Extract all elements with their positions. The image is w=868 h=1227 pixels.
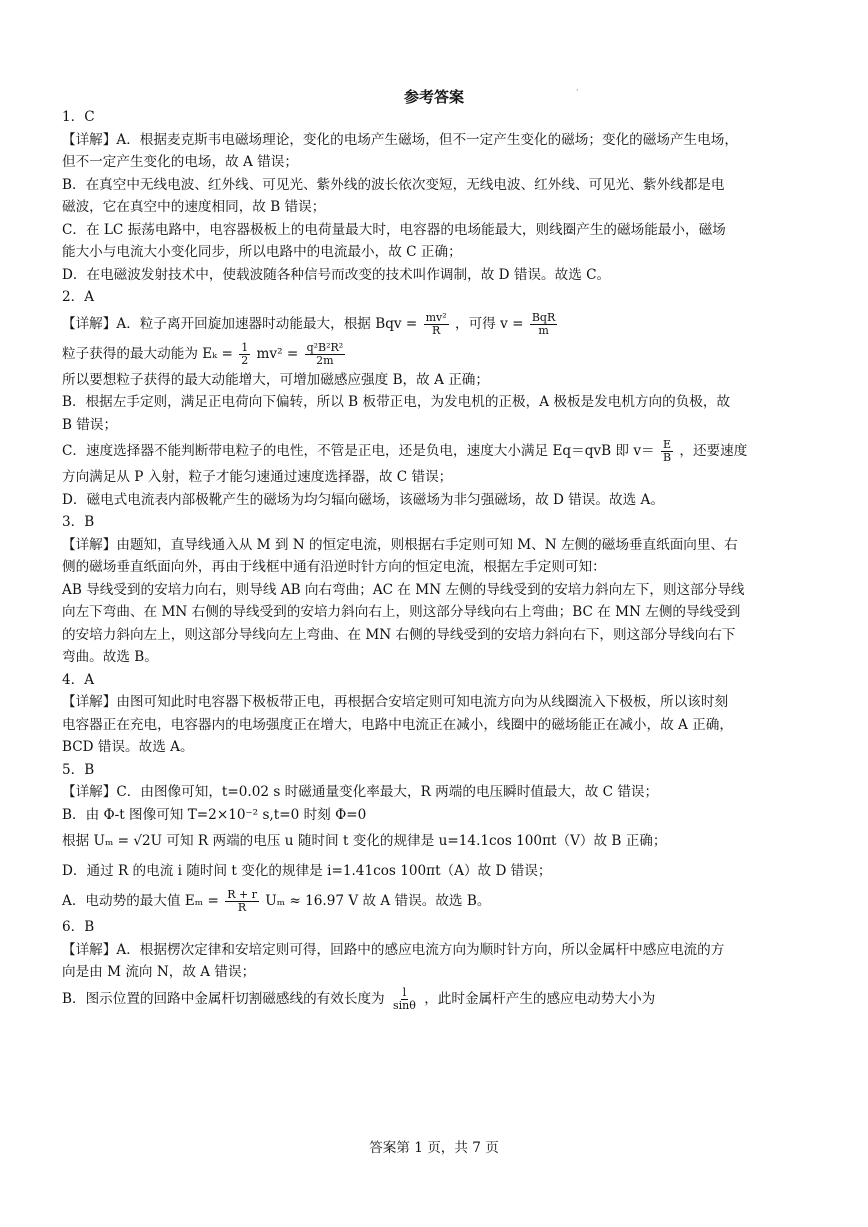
numerator: E — [662, 438, 671, 451]
formula-text: 粒子获得的最大动能为 Eₖ = — [62, 345, 233, 362]
answer-body — [62, 106, 806, 1014]
numerator: R + r — [227, 888, 257, 901]
text-line: AB 导线受到的安培力向右，则导线 AB 向右弯曲；AC 在 MN 左侧的导线受到的安培力斜向左下，则这部分导线 — [62, 581, 745, 598]
formula-text: Uₘ ≈ 16.97 V 故 A 错误。故选 B。 — [265, 893, 491, 909]
text-line: B．根据左手定则，满足正电荷向下偏转，所以 B 板带正电，为发电机的正极，A 极板是发电机方向的负极，故 — [62, 394, 731, 410]
fraction — [305, 342, 346, 367]
formula-text: A．电动势的最大值 Eₘ = — [62, 893, 219, 909]
text-line: 但不一定产生变化的电场，故 A 错误； — [62, 154, 298, 170]
fraction — [661, 439, 673, 464]
fraction — [239, 342, 250, 367]
numerator: mv² — [425, 310, 447, 324]
text-line: 【详解】由题知，直导线通入从 M 到 N 的恒定电流，则根据右手定则可知 M、N 左侧的磁场垂直纸面向里、右 — [62, 536, 738, 553]
text-line: 2．A — [62, 289, 95, 305]
text-line: 的安培力斜向左上，则这部分导线向左上弯曲、在 MN 右侧的导线受到的安培力斜向右下，则这部分导线向右下 — [62, 626, 736, 643]
text-line: 侧的磁场垂直纸面向外，再由于线框中通有沿逆时针方向的恒定电流，根据左手定则可知： — [62, 559, 606, 575]
text-line: C．在 LC 振荡电路中，电容器极板上的电荷量最大时，电容器的电场能最大，则线圈产生的磁场能最小，磁场 — [62, 221, 726, 238]
formula-text: ，此时金属杆产生的感应电动势大小为 — [424, 990, 656, 1007]
denominator: m — [538, 323, 549, 337]
denominator: 2m — [316, 353, 334, 367]
denominator: sinθ — [392, 998, 416, 1012]
text-line: 向是由 M 流向 N，故 A 错误； — [62, 964, 256, 980]
text-line: 弯曲。故选 B。 — [62, 649, 158, 665]
formula-line — [62, 309, 806, 339]
fraction — [530, 312, 557, 337]
text-line: 所以要想粒子获得的最大动能增大，可增加磁感应强度 B，故 A 正确； — [62, 371, 489, 388]
formula-text: mv² = — [256, 345, 299, 362]
formula-line — [62, 984, 806, 1014]
page-title: 参考答案 — [403, 88, 464, 106]
page-footer: 答案第 1 页，共 7 页 — [369, 1140, 499, 1156]
formula-line — [62, 339, 806, 369]
fraction — [424, 312, 449, 337]
text-line: 【详解】A．根据麦克斯韦电磁场理论，变化的电场产生磁场，但不一定产生变化的磁场；变化的磁场产生电场， — [62, 131, 738, 148]
text-line: B．在真空中无线电波、红外线、可见光、紫外线的波长依次变短，无线电波、红外线、可见光、紫外线都是电 — [62, 176, 725, 193]
numerator: q²B²R² — [306, 340, 344, 354]
formula-line: D．通过 R 的电流 i 随时间 t 变化的规律是 i=1.41cos 100πt（A）故 D 错误； — [62, 863, 552, 879]
text-line: 6．B — [62, 919, 95, 935]
fraction — [225, 889, 259, 914]
text-line: D．在电磁波发射技术中，使载波随各种信号而改变的技术叫作调制，故 D 错误。故选 C。 — [62, 266, 611, 283]
numerator: 1 — [241, 340, 249, 354]
formula-text: ，可得 v = — [455, 315, 524, 332]
denominator: R — [431, 323, 441, 337]
formula-text: B．图示位置的回路中金属杆切割磁感线的有效长度为 — [62, 990, 385, 1007]
text-line: 电容器正在充电，电容器内的电场强度正在增大，电路中电流正在减小，线圈中的磁场能正在减小，故 A 正确， — [62, 716, 733, 733]
text-line: D．磁电式电流表内部极靴产生的磁场为均匀辐向磁场，该磁场为非匀强磁场，故 D 错误。故选 A。 — [62, 491, 664, 508]
formula-line — [62, 436, 806, 466]
denominator: 2 — [241, 353, 249, 367]
text-line: B 错误； — [62, 416, 118, 433]
text-line: BCD 错误。故选 A。 — [62, 739, 194, 755]
text-line: 【详解】由图可知此时电容器下极板带正电，再根据合安培定则可知电流方向为从线圈流入下极板，所以该时刻 — [62, 694, 729, 710]
formula-text: ，还要速度 — [679, 443, 748, 459]
text-line: 【详解】A．根据楞次定律和安培定则可得，回路中的感应电流方向为顺时针方向，所以金属杆中感应电流的方 — [62, 941, 725, 958]
text-line: 5．B — [62, 761, 95, 778]
text-line: 3．B — [62, 514, 95, 530]
formula-text: 【详解】A．粒子离开回旋加速器时动能最大，根据 Bqv = — [62, 315, 418, 332]
formula-line: 根据 Uₘ = √2U 可知 R 两端的电压 u 随时间 t 变化的规律是 u=14.1cos 100πt（V）故 B 正确； — [62, 833, 667, 849]
numerator: l — [402, 985, 407, 999]
text-line: 能大小与电流大小变化同步，所以电路中的电流最小，故 C 正确； — [62, 244, 462, 260]
text-line: B．由 Φ-t 图像可知 T=2×10⁻² s,t=0 时刻 Φ=0 — [62, 806, 367, 823]
formula-text: C．速度选择器不能判断带电粒子的电性，不管是正电，还是负电，速度大小满足 Eq＝qvB 即 v＝ — [62, 443, 655, 459]
numerator: BqR — [531, 310, 556, 324]
denominator: B — [662, 451, 672, 464]
fraction — [391, 987, 418, 1012]
text-line: 4．A — [62, 671, 95, 688]
formula-line — [62, 886, 806, 916]
text-line: 1．C — [62, 109, 95, 125]
text-line: 方向满足从 P 入射，粒子才能匀速通过速度选择器，故 C 错误； — [62, 469, 453, 485]
text-line: 【详解】C．由图像可知，t=0.02 s 时磁通量变化率最大，R 两端的电压瞬时值最大，故 C 错误； — [62, 784, 659, 800]
text-line: 磁波，它在真空中的速度相同，故 B 错误； — [62, 199, 326, 215]
text-line: 向左下弯曲、在 MN 右侧的导线受到的安培力斜向右上，则这部分导线向右上弯曲；BC 在 MN 左侧的导线受到 — [62, 604, 741, 620]
stray-dot: · — [576, 86, 579, 95]
denominator: R — [237, 901, 247, 914]
